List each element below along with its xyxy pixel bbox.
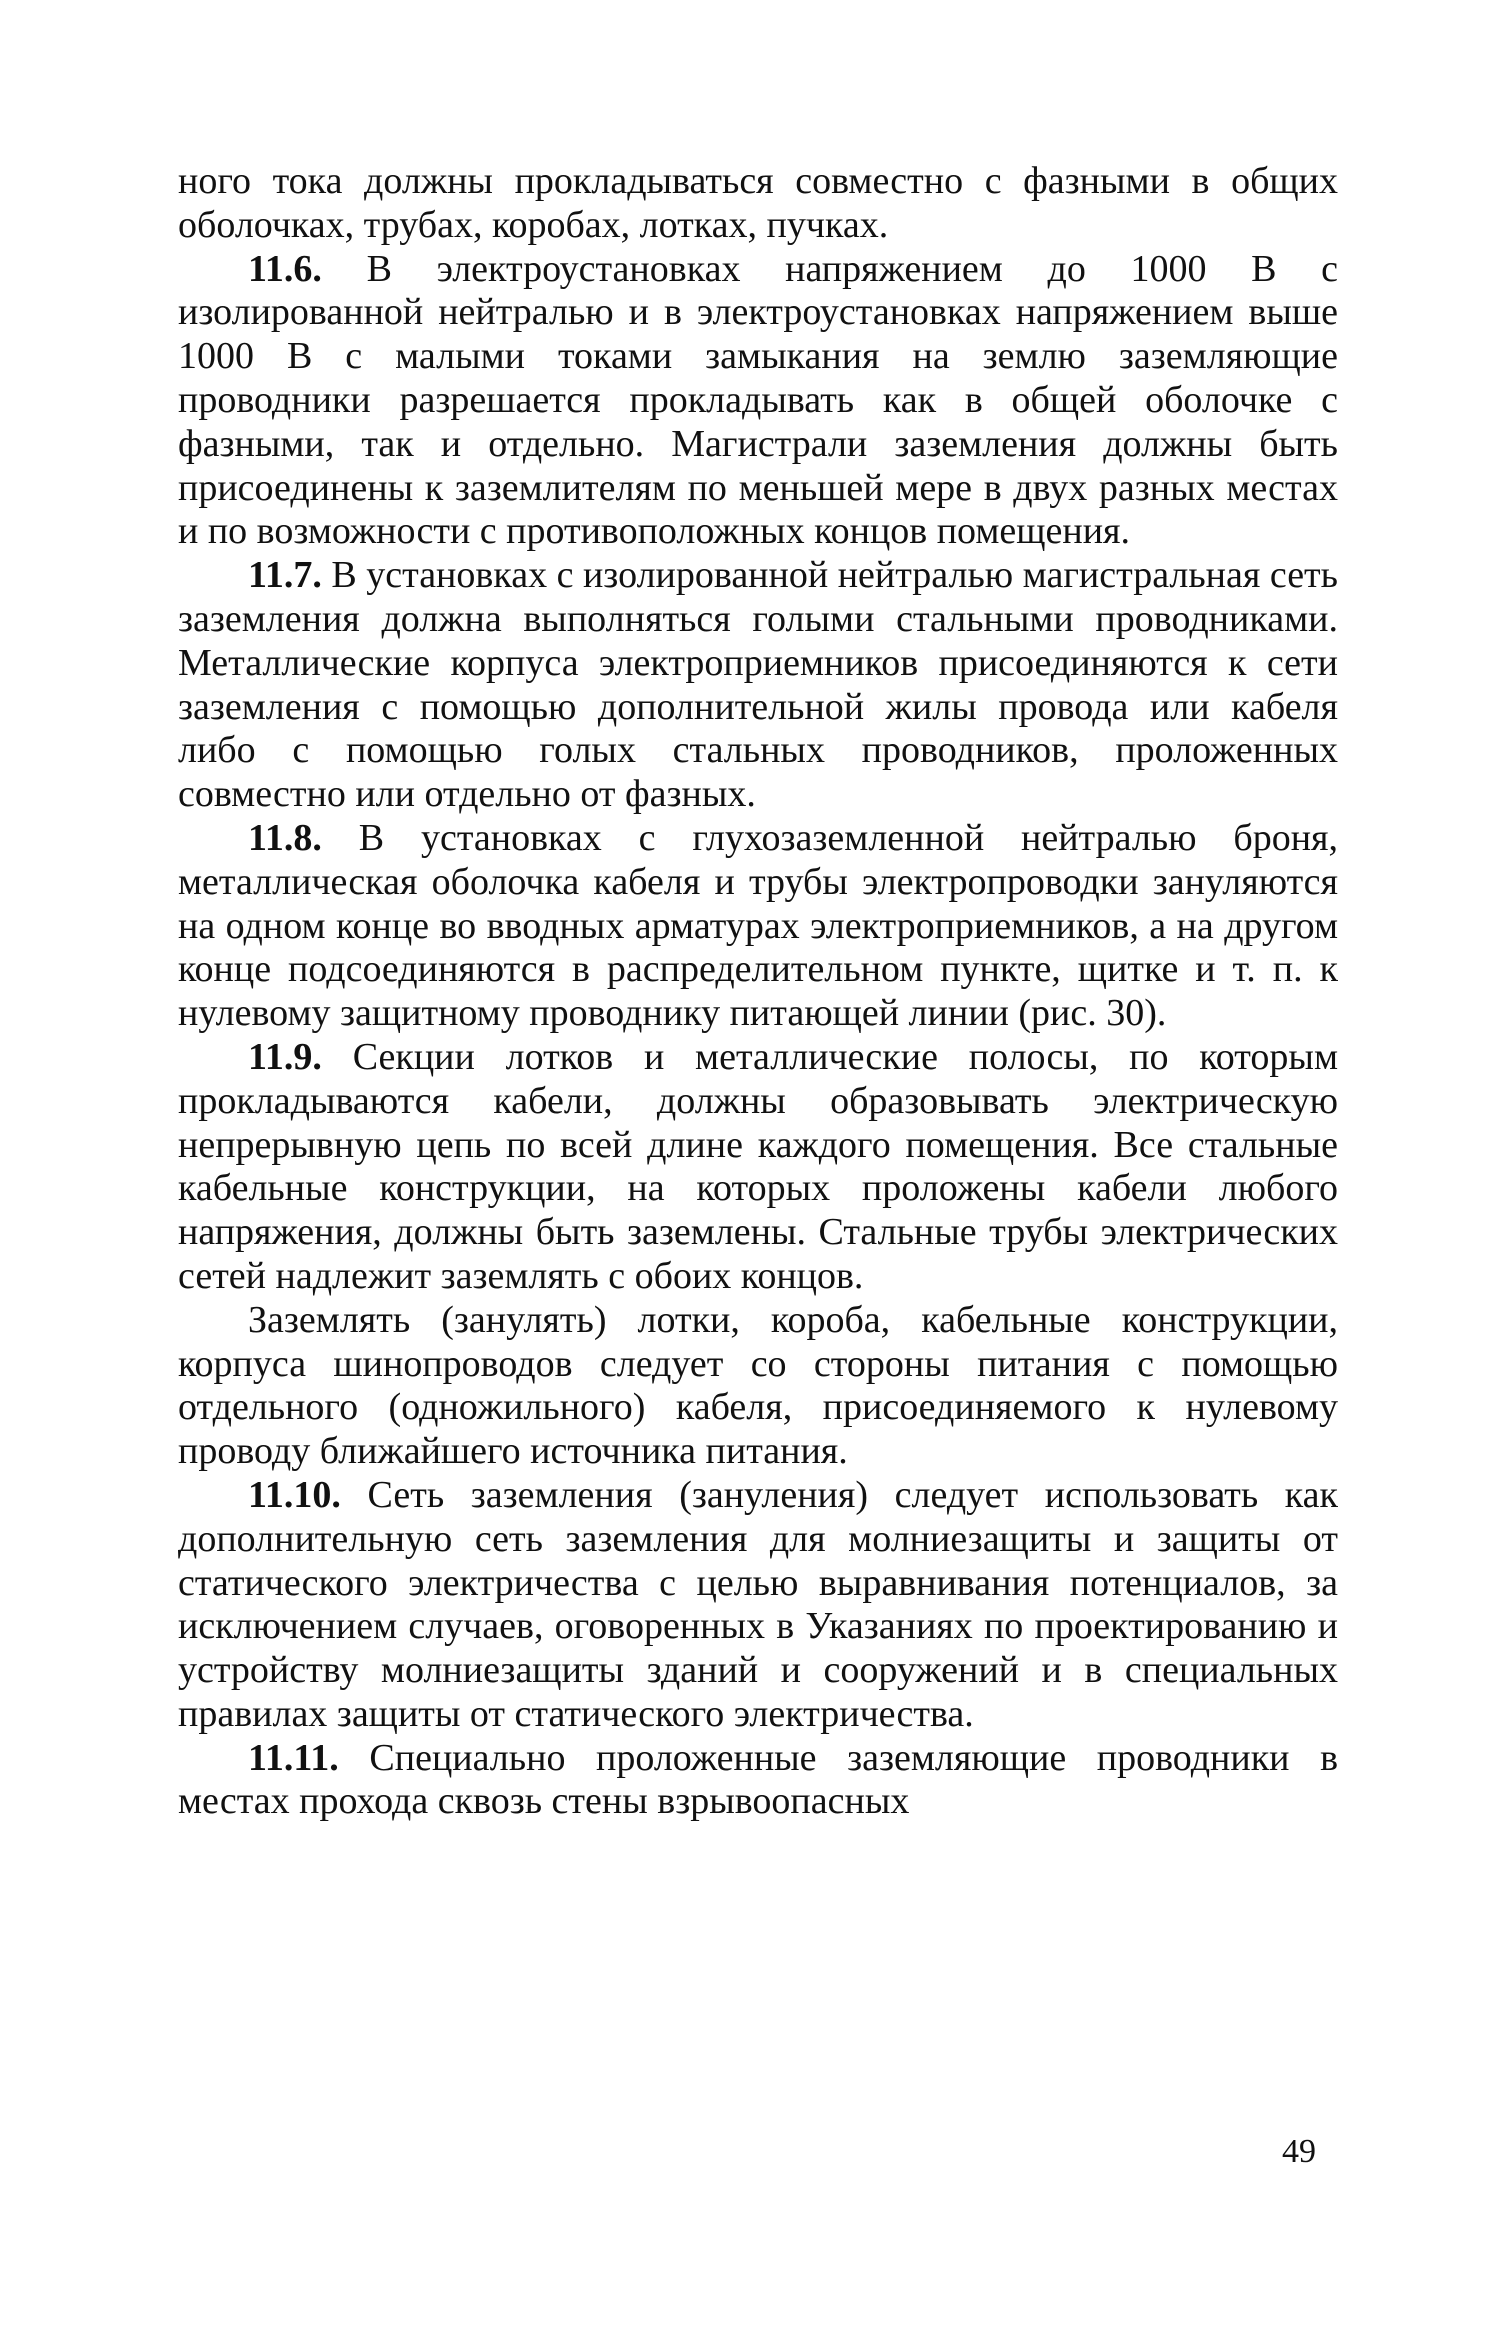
paragraph-text: Секции лотков и металлические полосы, по которым прокладываются кабели, должны образовывать электрическую непрерывную цепь по всей длине каждого помещения. Все стальные кабельные конструкции, на которых проложены кабели любого напряжения, должны быть заземлены. Стальные трубы электрических сетей надлежит заземлять с обоих концов. bbox=[178, 1035, 1338, 1297]
section-number: 11.6. bbox=[248, 247, 322, 290]
paragraph-text: ного тока должны прокладываться совместно с фазными в общих оболочках, трубах, коробах, лотках, пучках. bbox=[178, 160, 1338, 246]
paragraph-text: В установках с изолированной нейтралью магистральная сеть заземления должна выполняться голыми стальными проводниками. Металлические корпуса электроприемников присоединяются к сети заземления с помощью дополнительной жилы провода или кабеля либо с помощью голых стальных проводников, проложенных совместно или отдельно от фазных. bbox=[178, 554, 1338, 816]
section-number: 11.7. bbox=[248, 554, 322, 597]
paragraph-11-9 bbox=[178, 1036, 1338, 1299]
paragraph-11-6 bbox=[178, 248, 1338, 555]
body-text bbox=[178, 160, 1338, 1824]
paragraph-11-7 bbox=[178, 554, 1338, 817]
paragraph-text: Специально проложенные заземляющие проводники в местах прохода сквозь стены взрывоопасных bbox=[178, 1736, 1339, 1823]
paragraph-11-11 bbox=[178, 1737, 1338, 1825]
paragraph-grounding-trays bbox=[178, 1299, 1338, 1474]
page-number: 49 bbox=[1282, 2133, 1316, 2170]
paragraph-continuation bbox=[178, 160, 1338, 248]
section-number: 11.9. bbox=[248, 1035, 322, 1078]
section-number: 11.10. bbox=[248, 1473, 341, 1516]
paragraph-11-10 bbox=[178, 1474, 1338, 1737]
section-number: 11.8. bbox=[248, 816, 322, 859]
paragraph-text: Сеть заземления (зануления) следует использовать как дополнительную сеть заземления для молниезащиты и защиты от статического электричества с целью выравнивания потенциалов, за исключением случаев, оговоренных в Указаниях по проектированию и устройству молниезащиты зданий и сооружений и в специальных правилах защиты от статического электричества. bbox=[178, 1473, 1339, 1735]
paragraph-text: В установках с глухозаземленной нейтралью броня, металлическая оболочка кабеля и трубы электропроводки зануляются на одном конце во вводных арматурах электроприемников, а на другом конце подсоединяются в распределительном пункте, щитке и т. п. к нулевому защитному проводнику питающей линии (рис. 30). bbox=[178, 816, 1339, 1035]
paragraph-text: Заземлять (занулять) лотки, короба, кабельные конструкции, корпуса шинопроводов следует со стороны питания с помощью отдельного (одножильного) кабеля, присоединяемого к нулевому проводу ближайшего источника питания. bbox=[178, 1298, 1338, 1473]
section-number: 11.11. bbox=[248, 1736, 339, 1779]
paragraph-11-8 bbox=[178, 817, 1338, 1036]
paragraph-text: В электроустановках напряжением до 1000 В с изолированной нейтралью и в электроустановках напряжением выше 1000 В с малыми токами замыкания на землю заземляющие проводники разрешается прокладывать как в общей оболочке с фазными, так и отдельно. Магистрали заземления должны быть присоединены к заземлителям по меньшей мере в двух разных местах и по возможности с противоположных концов помещения. bbox=[178, 247, 1339, 553]
